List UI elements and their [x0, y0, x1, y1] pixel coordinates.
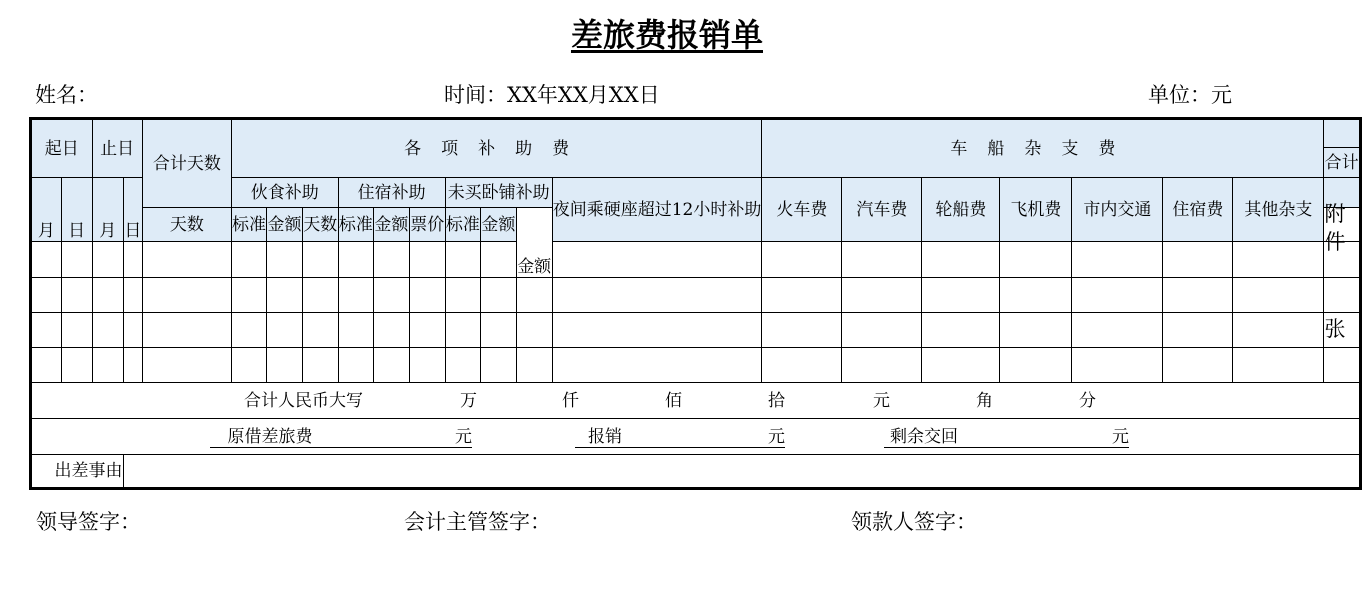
- advance-row[interactable]: [31, 419, 1361, 455]
- unit-wan: 万: [460, 390, 477, 411]
- end-date-header: 止日: [92, 119, 142, 178]
- name-label: 姓名：: [35, 83, 98, 107]
- return-label: 剩余交回: [884, 427, 964, 448]
- misc-group-header: 车船杂支费: [762, 119, 1324, 178]
- attachment-label-1: 附: [1324, 202, 1346, 226]
- unit-fen: 分: [1079, 390, 1096, 411]
- table-row: [31, 242, 1361, 278]
- unit-jiao: 角: [976, 390, 993, 411]
- sleeper-subsidy-header: 未买卧铺补助: [445, 178, 552, 208]
- day-end-header: 日: [123, 178, 142, 242]
- plane-fee-header: 飞机费: [1000, 178, 1072, 242]
- bus-fee-header: 汽车费: [842, 178, 922, 242]
- payee-signature-label: 领款人签字：: [851, 510, 977, 534]
- total-header: 合计: [1324, 148, 1361, 178]
- lodging-subsidy-header: 住宿补助: [338, 178, 445, 208]
- attachment-label-2: 件: [1324, 230, 1346, 254]
- reimburse-yuan: 元: [635, 427, 785, 448]
- accountant-signature-label: 会计主管签字：: [404, 510, 551, 534]
- unit-bai: 佰: [665, 390, 682, 411]
- unit-shi: 拾: [768, 390, 785, 411]
- day-start-header: 日: [61, 178, 92, 242]
- train-fee-header: 火车费: [762, 178, 842, 242]
- advance-yuan: 元: [330, 427, 472, 448]
- unit-yuan: 元: [873, 390, 890, 411]
- subsidy-group-header: 各项补助费: [231, 119, 762, 178]
- lodging-days-header: 天数: [302, 208, 338, 242]
- rmb-total-row[interactable]: [31, 383, 1361, 419]
- city-transport-header: 市内交通: [1072, 178, 1163, 242]
- month-end-header: 月: [92, 178, 123, 242]
- total-amount-cell: [516, 208, 552, 278]
- total-amount-label: 金额: [517, 257, 552, 277]
- sleeper-amount-header: 金额: [481, 208, 517, 242]
- table-row: [31, 278, 1361, 313]
- lodging-amount-header: 金额: [374, 208, 410, 242]
- expense-table: [29, 117, 1362, 490]
- advance-label: 原借差旅费: [210, 427, 330, 448]
- date-label: 时间：XX年XX月XX日: [444, 83, 660, 107]
- ship-fee-header: 轮船费: [922, 178, 1000, 242]
- reimburse-label: 报销: [575, 427, 635, 448]
- leader-signature-label: 领导签字：: [36, 510, 141, 534]
- night-subsidy-header: 夜间乘硬座超过12小时补助: [552, 178, 762, 242]
- lodging-standard-header: 标准: [338, 208, 373, 242]
- trip-reason-input[interactable]: [123, 455, 1360, 489]
- sleeper-standard-header: 标准: [445, 208, 480, 242]
- form-title: 差旅费报销单: [570, 16, 763, 54]
- rmb-total-label: 合计人民币大写: [244, 390, 363, 411]
- return-yuan: 元: [964, 427, 1129, 448]
- meal-standard-header: 标准: [231, 208, 266, 242]
- ticket-price-header: 票价: [409, 208, 445, 242]
- month-start-header: 月: [31, 178, 62, 242]
- other-fee-header: 其他杂支: [1233, 178, 1324, 242]
- table-row: [31, 348, 1361, 383]
- lodging-fee-header: 住宿费: [1163, 178, 1233, 242]
- trip-reason-label: 出差事由: [31, 455, 124, 489]
- total-blank-cell: [1324, 119, 1361, 148]
- meal-amount-header: 金额: [267, 208, 303, 242]
- table-row: [31, 313, 1361, 348]
- attachment-count-label: 张: [1324, 317, 1346, 341]
- unit-qian: 仟: [562, 390, 579, 411]
- meal-subsidy-header: 伙食补助: [231, 178, 338, 208]
- unit-label: 单位：元: [1148, 83, 1232, 107]
- total-days-header: 合计天数: [142, 119, 231, 208]
- start-date-header: 起日: [31, 119, 93, 178]
- meal-days-header: 天数: [142, 208, 231, 242]
